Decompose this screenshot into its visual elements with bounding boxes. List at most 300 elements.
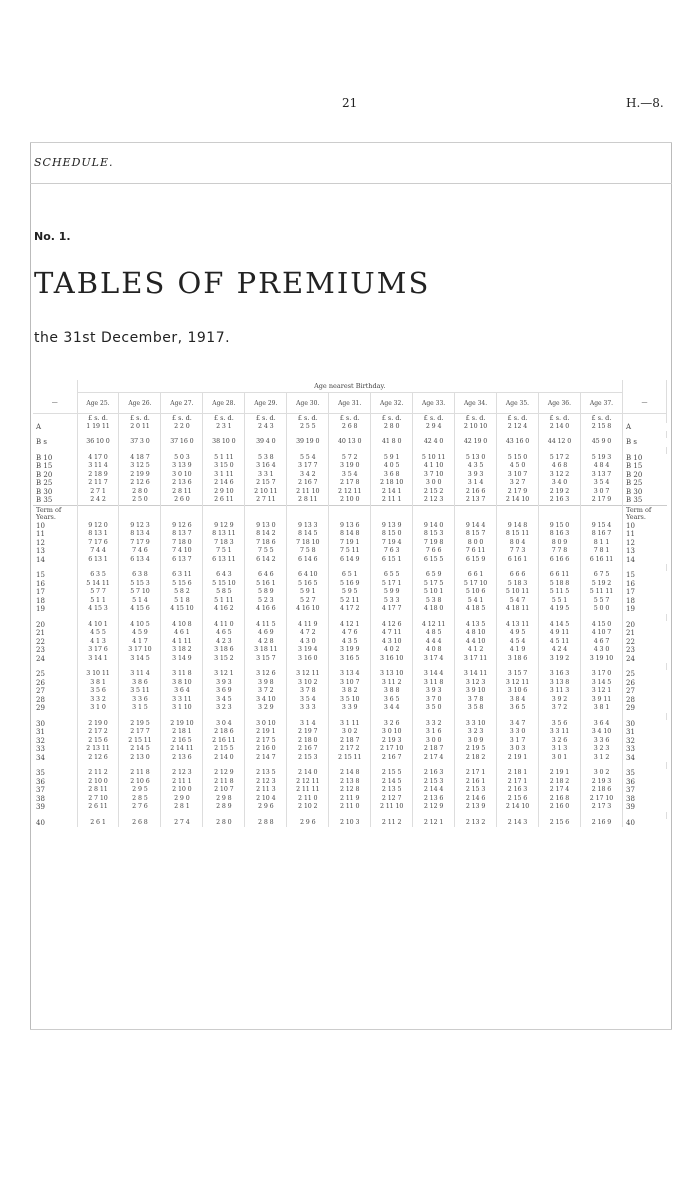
premium-value: 44 12 0 [538, 438, 580, 447]
spacer-cell [455, 447, 497, 454]
premium-value: 3 10 2 [287, 679, 329, 688]
premium-value: 2 8 0 [371, 423, 413, 432]
spacer-cell [119, 564, 161, 571]
age-word: Age 27. [170, 399, 194, 407]
premium-value: 2 14 10 [497, 496, 539, 505]
premium-value: 2 16 7 [371, 754, 413, 763]
premium-value: 2 11 9 [329, 795, 371, 804]
premium-value: 3 3 0 [497, 728, 539, 737]
premium-value: 7 17 6 [77, 539, 119, 548]
spacer-cell [329, 713, 371, 720]
premium-value: 3 7 10 [413, 471, 455, 480]
spacer-cell [119, 431, 161, 438]
premium-value: 5 5 4 [287, 454, 329, 463]
premium-value: 2 10 4 [245, 795, 287, 804]
spacer-cell [77, 713, 119, 720]
table-row [33, 479, 667, 488]
premium-value: 3 6 5 [497, 704, 539, 713]
blank-cell [33, 414, 77, 423]
table-row [33, 597, 667, 606]
premium-value: 5 4 7 [497, 597, 539, 606]
spacer-cell [538, 564, 580, 571]
spacer-cell [33, 663, 77, 670]
premium-value: 4 13 5 [455, 621, 497, 630]
premium-value: 8 14 2 [245, 530, 287, 539]
age-column-header [371, 393, 413, 414]
premium-value: 3 16 5 [329, 655, 371, 664]
row-label: 36 [33, 778, 77, 787]
premium-value: 2 8 1 [161, 803, 203, 812]
premium-value: 2 13 8 [329, 778, 371, 787]
premium-value: 4 1 7 [119, 638, 161, 647]
premium-value: 3 13 8 [538, 679, 580, 688]
premium-value: 4 1 3 [77, 638, 119, 647]
premium-value: 7 18 3 [203, 539, 245, 548]
blank-cell [203, 505, 245, 522]
row-label-right: 11 [626, 530, 635, 538]
spacer-cell [161, 447, 203, 454]
bottom-rule [30, 1029, 672, 1030]
premium-value: 3 0 1 [538, 754, 580, 763]
premium-value: 3 7 2 [538, 704, 580, 713]
blank-cell [329, 505, 371, 522]
spacer-row [33, 663, 667, 670]
premium-value: 3 5 10 [329, 696, 371, 705]
spacer-cell [245, 614, 287, 621]
premium-value: 3 12 11 [287, 670, 329, 679]
premium-value: 6 4 6 [245, 571, 287, 580]
premium-value: 3 12 6 [245, 670, 287, 679]
premium-value: 8 0 4 [497, 539, 539, 548]
spacer-cell [538, 812, 580, 819]
row-label: B 10 [33, 454, 77, 463]
premium-value: 4 17 2 [329, 605, 371, 614]
term-label-right: Term of Years. [623, 505, 667, 522]
premium-value: 37 16 0 [161, 438, 203, 447]
row-label-right: 24 [626, 654, 635, 663]
spacer-cell [329, 447, 371, 454]
row-label-right: 13 [626, 547, 635, 555]
premium-value: 4 6 5 [203, 629, 245, 638]
row-label: 37 [33, 786, 77, 795]
spacer-cell [371, 431, 413, 438]
premium-value: 2 14 7 [245, 754, 287, 763]
premium-value: 7 7 8 [538, 547, 580, 556]
premium-value: 2 13 5 [371, 786, 413, 795]
premium-value: 3 4 10 [245, 696, 287, 705]
premium-value: 3 2 3 [580, 745, 622, 754]
spacer-row [33, 564, 667, 571]
spacer-cell [161, 762, 203, 769]
row-label-right: 31 [626, 728, 635, 736]
spacer-cell [33, 614, 77, 621]
premium-value: 6 4 3 [203, 571, 245, 580]
spacer-cell [245, 447, 287, 454]
premium-value: 3 2 7 [497, 479, 539, 488]
premium-value: 4 12 11 [413, 621, 455, 630]
table-row [33, 522, 667, 531]
row-label: 40 [33, 819, 77, 828]
premium-value: 3 19 2 [538, 655, 580, 664]
premium-value: 2 12 9 [413, 803, 455, 812]
row-label: 34 [33, 754, 77, 763]
spacer-cell [287, 713, 329, 720]
premium-value: 4 6 7 [580, 638, 622, 647]
premium-value: 3 5 0 [413, 704, 455, 713]
units-cell: £ s. d. [119, 414, 161, 423]
age-column-header [203, 393, 245, 414]
premium-value: 8 16 3 [538, 530, 580, 539]
premium-value: 3 1 6 [413, 728, 455, 737]
premium-value: 5 2 7 [287, 597, 329, 606]
spacer-row [33, 447, 667, 454]
spacer-cell [371, 614, 413, 621]
premium-value: 3 12 11 [497, 679, 539, 688]
spacer-cell [497, 564, 539, 571]
spacer-cell [119, 762, 161, 769]
age-column-header [497, 393, 539, 414]
premium-value: 3 0 7 [580, 488, 622, 497]
top-rule [30, 142, 672, 143]
row-label-right: B 20 [626, 470, 643, 479]
premium-value: 3 1 3 [538, 745, 580, 754]
premium-value: 5 15 6 [161, 580, 203, 589]
premium-value: 2 19 5 [455, 745, 497, 754]
spacer-cell [497, 663, 539, 670]
premium-value: 2 17 2 [77, 728, 119, 737]
premium-value: 2 8 11 [161, 488, 203, 497]
spacer-cell [580, 614, 622, 621]
premium-value: 9 13 0 [245, 522, 287, 531]
premium-value: 3 6 4 [161, 687, 203, 696]
spacer-cell [623, 447, 667, 454]
row-label-right: 36 [626, 777, 635, 786]
premium-value: 3 8 6 [119, 679, 161, 688]
premium-value: 2 12 11 [329, 488, 371, 497]
row-label-right: B 30 [626, 487, 643, 496]
row-label-right: B s [626, 438, 637, 446]
premium-value: 2 14 11 [161, 745, 203, 754]
premium-value: 3 9 11 [580, 696, 622, 705]
premium-value: 3 10 7 [329, 679, 371, 688]
row-label-right: 18 [626, 596, 635, 605]
spacer-cell [497, 713, 539, 720]
blank-cell [161, 505, 203, 522]
premium-value: 2 4 2 [77, 496, 119, 505]
table-row [33, 728, 667, 737]
table-row [33, 438, 667, 447]
table-row [33, 696, 667, 705]
premium-value: 3 15 7 [245, 655, 287, 664]
premium-value: 2 17 1 [455, 769, 497, 778]
premium-value: 2 14 1 [371, 488, 413, 497]
premium-value: 8 1 1 [580, 539, 622, 548]
premium-value: 3 3 6 [580, 737, 622, 746]
premium-value: 3 13 7 [580, 471, 622, 480]
table-row [33, 670, 667, 679]
premium-value: 4 3 10 [371, 638, 413, 647]
premium-value: 2 14 0 [538, 423, 580, 432]
premium-value: 6 13 11 [203, 556, 245, 565]
premium-value: 4 13 11 [497, 621, 539, 630]
premium-value: 3 11 2 [371, 679, 413, 688]
blank-cell [287, 505, 329, 522]
premium-value: 39 4 0 [245, 438, 287, 447]
dash-cell: — [33, 393, 77, 414]
spacer-cell [455, 564, 497, 571]
spacer-cell [203, 663, 245, 670]
premium-value: 3 3 1 [245, 471, 287, 480]
units-cell: £ s. d. [77, 414, 119, 423]
table-row [33, 571, 667, 580]
table-row [33, 638, 667, 647]
premium-value: 3 11 8 [161, 670, 203, 679]
spacer-cell [161, 564, 203, 571]
spacer-row [33, 762, 667, 769]
premium-value: 3 0 9 [455, 737, 497, 746]
premium-value: 5 9 9 [371, 588, 413, 597]
premium-value: 2 6 0 [161, 496, 203, 505]
row-label: 29 [33, 704, 77, 713]
row-label-right: B 35 [626, 496, 643, 504]
row-label: 33 [33, 745, 77, 754]
premium-value: 5 4 1 [455, 597, 497, 606]
age-column-header [119, 393, 161, 414]
premium-value: 2 9 6 [245, 803, 287, 812]
premium-value: 2 10 2 [287, 803, 329, 812]
spacer-cell [623, 663, 667, 670]
premium-value: 2 14 3 [497, 819, 539, 828]
premium-value: 7 4 6 [119, 547, 161, 556]
premium-value: 6 14 6 [287, 556, 329, 565]
premium-value: 5 10 1 [413, 588, 455, 597]
premium-value: 2 12 3 [413, 496, 455, 505]
table-row [33, 745, 667, 754]
premium-value: 2 15 11 [119, 737, 161, 746]
premium-value: 9 13 9 [371, 522, 413, 531]
row-label: 12 [33, 539, 77, 548]
row-label-right: 19 [626, 605, 635, 613]
premium-value: 2 9 4 [413, 423, 455, 432]
spacer-cell [287, 762, 329, 769]
premium-value: 2 18 0 [287, 737, 329, 746]
premium-value: 2 18 1 [497, 769, 539, 778]
premium-value: 5 0 0 [580, 605, 622, 614]
age-column-header [77, 393, 119, 414]
premium-value: 40 13 0 [329, 438, 371, 447]
premium-value: 3 0 4 [203, 720, 245, 729]
premium-value: 2 18 10 [371, 479, 413, 488]
premium-value: 8 13 11 [203, 530, 245, 539]
premium-value: 2 7 10 [77, 795, 119, 804]
premium-value: 2 14 5 [371, 778, 413, 787]
premium-value: 2 18 7 [329, 737, 371, 746]
premium-value: 3 8 1 [580, 704, 622, 713]
premium-value: 3 1 5 [119, 704, 161, 713]
table-row [33, 556, 667, 565]
premium-value: 2 8 11 [77, 786, 119, 795]
premium-value: 2 17 9 [580, 496, 622, 505]
premium-value: 3 14 5 [119, 655, 161, 664]
premium-value: 9 12 3 [119, 522, 161, 531]
premium-value: 3 12 5 [119, 462, 161, 471]
premium-value: 3 5 6 [77, 687, 119, 696]
premium-value: 3 19 4 [287, 646, 329, 655]
row-label: 23 [33, 646, 77, 655]
spacer-cell [538, 614, 580, 621]
premium-value: 3 6 5 [371, 696, 413, 705]
spacer-cell [329, 762, 371, 769]
row-label-right: 37 [626, 786, 635, 794]
premium-value: 2 11 10 [371, 803, 413, 812]
premium-value: 3 2 3 [455, 728, 497, 737]
premium-value: 6 15 1 [371, 556, 413, 565]
premium-value: 2 7 11 [245, 496, 287, 505]
spacer-cell [455, 762, 497, 769]
premium-value: 6 16 11 [580, 556, 622, 565]
age-column-header [287, 393, 329, 414]
premium-value: 6 6 6 [497, 571, 539, 580]
premium-value: 4 15 3 [77, 605, 119, 614]
premium-value: 2 16 3 [497, 786, 539, 795]
premium-value: 3 2 6 [538, 737, 580, 746]
premium-value: 41 8 0 [371, 438, 413, 447]
premium-value: 2 17 4 [413, 754, 455, 763]
premium-value: 4 6 9 [245, 629, 287, 638]
spacer-cell [623, 431, 667, 438]
premium-value: 5 8 9 [245, 588, 287, 597]
premium-value: 3 9 8 [245, 679, 287, 688]
premium-value: 3 17 4 [413, 655, 455, 664]
premium-value: 2 15 5 [371, 769, 413, 778]
row-label: 27 [33, 687, 77, 696]
premium-value: 5 2 11 [329, 597, 371, 606]
premium-value: 3 1 10 [161, 704, 203, 713]
spacer-cell [245, 431, 287, 438]
premium-value: 2 11 2 [77, 769, 119, 778]
premium-value: 2 13 7 [455, 496, 497, 505]
premium-value: 2 10 6 [119, 778, 161, 787]
blank-cell [371, 505, 413, 522]
table-row [33, 488, 667, 497]
spacer-cell [371, 564, 413, 571]
premium-value: 5 17 5 [413, 580, 455, 589]
spacer-cell [538, 447, 580, 454]
premium-value: 7 18 10 [287, 539, 329, 548]
spacer-cell [77, 431, 119, 438]
premium-value: 6 14 9 [329, 556, 371, 565]
premium-value: 2 14 0 [203, 754, 245, 763]
spacer-cell [203, 447, 245, 454]
premium-value: 6 3 8 [119, 571, 161, 580]
premium-value: 2 11 11 [287, 786, 329, 795]
premium-value: 2 17 1 [497, 778, 539, 787]
premium-value: 3 8 4 [497, 696, 539, 705]
row-label-right: 10 [626, 521, 635, 530]
spacer-cell [580, 663, 622, 670]
row-label-right: 20 [626, 620, 635, 629]
row-label: B 20 [33, 471, 77, 480]
premium-value: 9 13 6 [329, 522, 371, 531]
age-word: Age 29. [254, 399, 278, 407]
premium-value: 3 9 10 [455, 687, 497, 696]
spacer-cell [580, 713, 622, 720]
premium-value: 2 14 6 [203, 479, 245, 488]
premium-value: 3 6 9 [203, 687, 245, 696]
premium-value: 2 18 2 [455, 754, 497, 763]
premium-value: 3 5 4 [580, 479, 622, 488]
premium-value: 3 10 11 [77, 670, 119, 679]
corner-cell [33, 380, 77, 393]
premium-value: 3 19 0 [329, 462, 371, 471]
premium-value: 3 4 2 [287, 471, 329, 480]
premium-value: 5 9 1 [371, 454, 413, 463]
premium-value: 4 16 2 [203, 605, 245, 614]
premium-value: 4 2 4 [538, 646, 580, 655]
spacer-cell [497, 762, 539, 769]
row-label: B 25 [33, 479, 77, 488]
age-column-header [329, 393, 371, 414]
premium-value: 4 6 1 [161, 629, 203, 638]
premium-value: 2 18 2 [538, 778, 580, 787]
spacer-cell [33, 564, 77, 571]
premium-value: 2 2 0 [161, 423, 203, 432]
row-label: 26 [33, 679, 77, 688]
premium-value: 3 14 4 [413, 670, 455, 679]
age-word: Age 32. [380, 399, 404, 407]
premium-value: 2 11 0 [287, 795, 329, 804]
premium-value: 5 0 3 [161, 454, 203, 463]
premium-value: 7 19 4 [371, 539, 413, 548]
premium-value: 2 14 5 [119, 745, 161, 754]
premium-value: 3 7 8 [455, 696, 497, 705]
table-row [33, 496, 667, 505]
premium-value: 3 16 10 [371, 655, 413, 664]
premium-value: 4 18 0 [413, 605, 455, 614]
premium-value: 2 15 8 [580, 423, 622, 432]
table-row [33, 687, 667, 696]
blank-cell [497, 505, 539, 522]
age-column-header [413, 393, 455, 414]
premium-value: 5 17 2 [538, 454, 580, 463]
premium-value: 2 19 1 [497, 754, 539, 763]
premium-value: 3 1 11 [203, 471, 245, 480]
spacer-cell [623, 812, 667, 819]
spacer-cell [413, 564, 455, 571]
spacer-cell [77, 812, 119, 819]
premium-value: 5 8 5 [203, 588, 245, 597]
spacer-cell [203, 762, 245, 769]
premium-value: 2 15 3 [287, 754, 329, 763]
premium-value: 3 6 4 [580, 720, 622, 729]
premium-value: 2 13 11 [77, 745, 119, 754]
spacer-cell [329, 614, 371, 621]
premium-value: 6 15 5 [413, 556, 455, 565]
premium-value: 2 8 5 [119, 795, 161, 804]
premium-value: 3 1 4 [287, 720, 329, 729]
units-row [33, 414, 667, 423]
premium-value: 4 11 0 [203, 621, 245, 630]
premium-value: 3 1 4 [455, 479, 497, 488]
spacer-row [33, 713, 667, 720]
premium-value: 5 1 11 [203, 454, 245, 463]
premium-value: 3 0 3 [497, 745, 539, 754]
row-label: 30 [33, 720, 77, 729]
premium-value: 3 12 3 [455, 679, 497, 688]
premium-value: 2 11 1 [161, 778, 203, 787]
page-number: 21 [342, 96, 358, 110]
row-label-right: 39 [626, 803, 635, 811]
